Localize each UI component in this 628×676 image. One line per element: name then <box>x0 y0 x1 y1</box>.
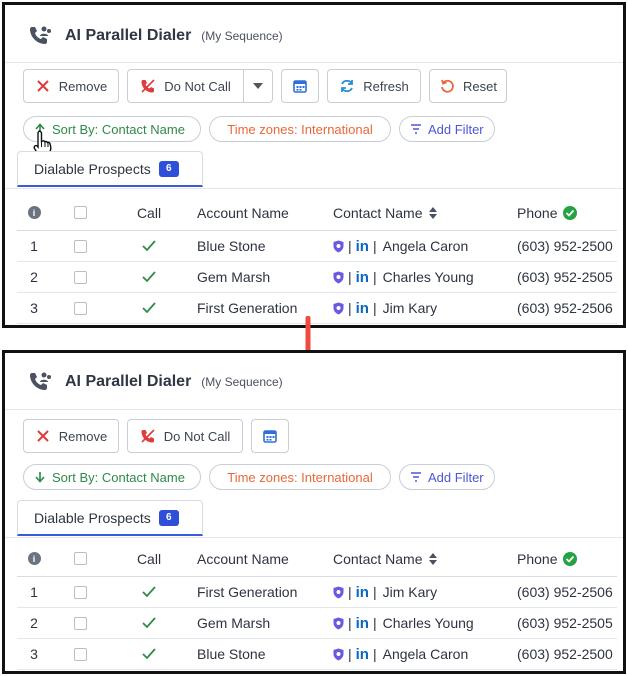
panel-after <box>2 350 626 674</box>
check-icon <box>142 271 156 283</box>
contact-name[interactable]: Jim Kary <box>382 584 438 600</box>
arrow-down-icon <box>34 471 46 483</box>
x-icon <box>35 78 51 94</box>
calendar-button[interactable] <box>281 69 319 103</box>
col-phone-label: Phone <box>517 550 558 567</box>
remove-label: Remove <box>58 428 108 444</box>
reset-icon <box>439 78 455 94</box>
page-title: AI Parallel Dialer <box>65 373 192 390</box>
app-header <box>27 367 283 397</box>
do-not-call-dropdown[interactable] <box>244 70 272 102</box>
linkedin-icon[interactable]: in <box>355 299 369 317</box>
shield-icon[interactable] <box>333 648 344 661</box>
tab-dialable-prospects[interactable] <box>17 500 203 536</box>
sort-icon <box>428 552 438 566</box>
do-not-call-label: Do Not Call <box>164 78 231 94</box>
shield-icon[interactable] <box>333 586 344 599</box>
phone-off-icon <box>140 78 156 94</box>
row-checkbox[interactable] <box>74 648 87 661</box>
row-checkbox[interactable] <box>74 617 87 630</box>
add-filter-pill[interactable] <box>399 116 495 142</box>
shield-icon[interactable] <box>333 302 344 315</box>
separator: | <box>348 615 352 631</box>
phone-number[interactable]: (603) 952-2505 <box>517 269 613 285</box>
add-filter-pill[interactable] <box>399 464 495 490</box>
toolbar <box>23 419 297 453</box>
header-divider <box>5 62 623 63</box>
row-index: 1 <box>30 584 38 600</box>
account-name: First Generation <box>197 584 298 600</box>
phone-number[interactable]: (603) 952-2500 <box>517 646 613 662</box>
table-row[interactable] <box>17 608 617 639</box>
header-divider <box>5 409 623 410</box>
table-row[interactable] <box>17 231 617 262</box>
check-icon <box>142 617 156 629</box>
info-icon[interactable]: i <box>28 552 41 565</box>
remove-label: Remove <box>58 78 108 94</box>
timezone-pill[interactable] <box>209 116 391 142</box>
refresh-label: Refresh <box>363 78 409 94</box>
reset-button[interactable] <box>429 69 507 103</box>
tab-dialable-prospects[interactable] <box>17 151 203 187</box>
col-call: Call <box>136 204 162 221</box>
do-not-call-button[interactable] <box>128 70 244 102</box>
page-subtitle: (My Sequence) <box>201 29 283 43</box>
account-name: First Generation <box>197 300 298 316</box>
linkedin-icon[interactable]: in <box>355 645 369 663</box>
tab-divider <box>5 537 623 538</box>
refresh-icon <box>339 78 355 94</box>
select-all-checkbox[interactable] <box>74 206 87 219</box>
dialer-icon <box>27 369 53 395</box>
phone-number[interactable]: (603) 952-2500 <box>517 238 613 254</box>
account-name: Blue Stone <box>197 238 266 254</box>
contact-name[interactable]: Charles Young <box>382 615 474 631</box>
phone-number[interactable]: (603) 952-2506 <box>517 584 613 600</box>
check-icon <box>142 648 156 660</box>
filter-bar <box>23 116 503 142</box>
remove-button[interactable] <box>23 419 119 453</box>
account-name: Gem Marsh <box>197 615 271 631</box>
x-icon <box>35 428 51 444</box>
account-name: Gem Marsh <box>197 269 271 285</box>
count-badge: 6 <box>159 510 179 526</box>
tab-label: Dialable Prospects <box>34 160 151 177</box>
row-index: 1 <box>30 238 38 254</box>
check-icon <box>142 240 156 252</box>
prospects-table <box>17 541 617 670</box>
col-contact-name[interactable] <box>327 205 513 221</box>
shield-icon[interactable] <box>333 240 344 253</box>
separator: | <box>348 238 352 254</box>
col-account-name: Account Name <box>197 204 289 221</box>
row-index: 2 <box>30 269 38 285</box>
reset-label: Reset <box>463 78 497 94</box>
contact-name[interactable]: Charles Young <box>382 269 474 285</box>
row-checkbox[interactable] <box>74 586 87 599</box>
col-phone-label: Phone <box>517 204 558 221</box>
timezone-label: Time zones: International <box>227 121 373 137</box>
linkedin-icon[interactable]: in <box>355 237 369 255</box>
sort-label: Sort By: Contact Name <box>52 121 185 137</box>
do-not-call-split-button <box>127 69 273 103</box>
table-header <box>17 195 617 231</box>
phone-number[interactable]: (603) 952-2506 <box>517 300 613 316</box>
page-subtitle: (My Sequence) <box>201 375 283 389</box>
table-header <box>17 541 617 577</box>
table-row[interactable] <box>17 262 617 293</box>
add-filter-label: Add Filter <box>428 469 484 485</box>
tab-label: Dialable Prospects <box>34 509 151 526</box>
check-circle-icon <box>563 206 577 220</box>
sort-icon <box>428 206 438 220</box>
phone-number[interactable]: (603) 952-2505 <box>517 615 613 631</box>
separator: | <box>372 300 377 316</box>
prospects-table <box>17 195 617 324</box>
row-checkbox[interactable] <box>74 302 87 315</box>
refresh-button[interactable] <box>327 69 421 103</box>
do-not-call-label: Do Not Call <box>163 428 231 444</box>
col-phone <box>513 551 617 567</box>
timezone-label: Time zones: International <box>227 469 373 485</box>
separator: | <box>348 584 352 600</box>
col-contact-label: Contact Name <box>333 550 423 567</box>
separator: | <box>348 269 352 285</box>
check-icon <box>142 302 156 314</box>
contact-name[interactable]: Angela Caron <box>382 646 469 662</box>
filter-bar <box>23 464 503 490</box>
linkedin-icon[interactable]: in <box>355 614 369 632</box>
row-index: 3 <box>30 300 38 316</box>
shield-icon[interactable] <box>333 617 344 630</box>
tab-divider <box>5 188 623 189</box>
separator: | <box>372 646 377 662</box>
panel-before <box>2 2 626 328</box>
calendar-button[interactable] <box>251 419 289 453</box>
dialer-icon <box>27 23 53 49</box>
col-contact-label: Contact Name <box>333 204 423 221</box>
filter-icon <box>410 471 422 483</box>
sort-pill[interactable] <box>23 464 201 490</box>
col-contact-name[interactable] <box>327 551 513 567</box>
select-all-checkbox[interactable] <box>74 552 87 565</box>
row-checkbox[interactable] <box>74 240 87 253</box>
separator: | <box>348 646 352 662</box>
filter-icon <box>410 123 422 135</box>
remove-button[interactable] <box>23 69 119 103</box>
timezone-pill[interactable] <box>209 464 391 490</box>
linkedin-icon[interactable]: in <box>355 583 369 601</box>
col-account-name: Account Name <box>197 550 289 567</box>
row-checkbox[interactable] <box>74 271 87 284</box>
do-not-call-button[interactable] <box>127 419 243 453</box>
count-badge: 6 <box>159 161 179 177</box>
separator: | <box>348 300 352 316</box>
calendar-icon <box>262 428 278 444</box>
row-index: 2 <box>30 615 38 631</box>
account-name: Blue Stone <box>197 646 266 662</box>
separator: | <box>372 615 377 631</box>
add-filter-label: Add Filter <box>428 121 484 137</box>
chevron-down-icon <box>253 83 263 89</box>
sort-label: Sort By: Contact Name <box>52 469 185 485</box>
toolbar <box>23 69 515 103</box>
separator: | <box>372 238 377 254</box>
calendar-icon <box>292 78 308 94</box>
col-call: Call <box>136 550 162 567</box>
contact-name[interactable]: Jim Kary <box>382 300 438 316</box>
app-header <box>27 21 283 51</box>
table-row[interactable] <box>17 639 617 670</box>
col-phone <box>513 205 617 221</box>
info-icon[interactable]: i <box>28 206 41 219</box>
shield-icon[interactable] <box>333 271 344 284</box>
separator: | <box>372 584 377 600</box>
separator: | <box>372 269 377 285</box>
check-circle-icon <box>563 552 577 566</box>
phone-off-icon <box>140 428 156 444</box>
check-icon <box>142 586 156 598</box>
contact-name[interactable]: Angela Caron <box>382 238 469 254</box>
linkedin-icon[interactable]: in <box>355 268 369 286</box>
table-row[interactable] <box>17 577 617 608</box>
row-index: 3 <box>30 646 38 662</box>
page-title: AI Parallel Dialer <box>65 27 192 44</box>
